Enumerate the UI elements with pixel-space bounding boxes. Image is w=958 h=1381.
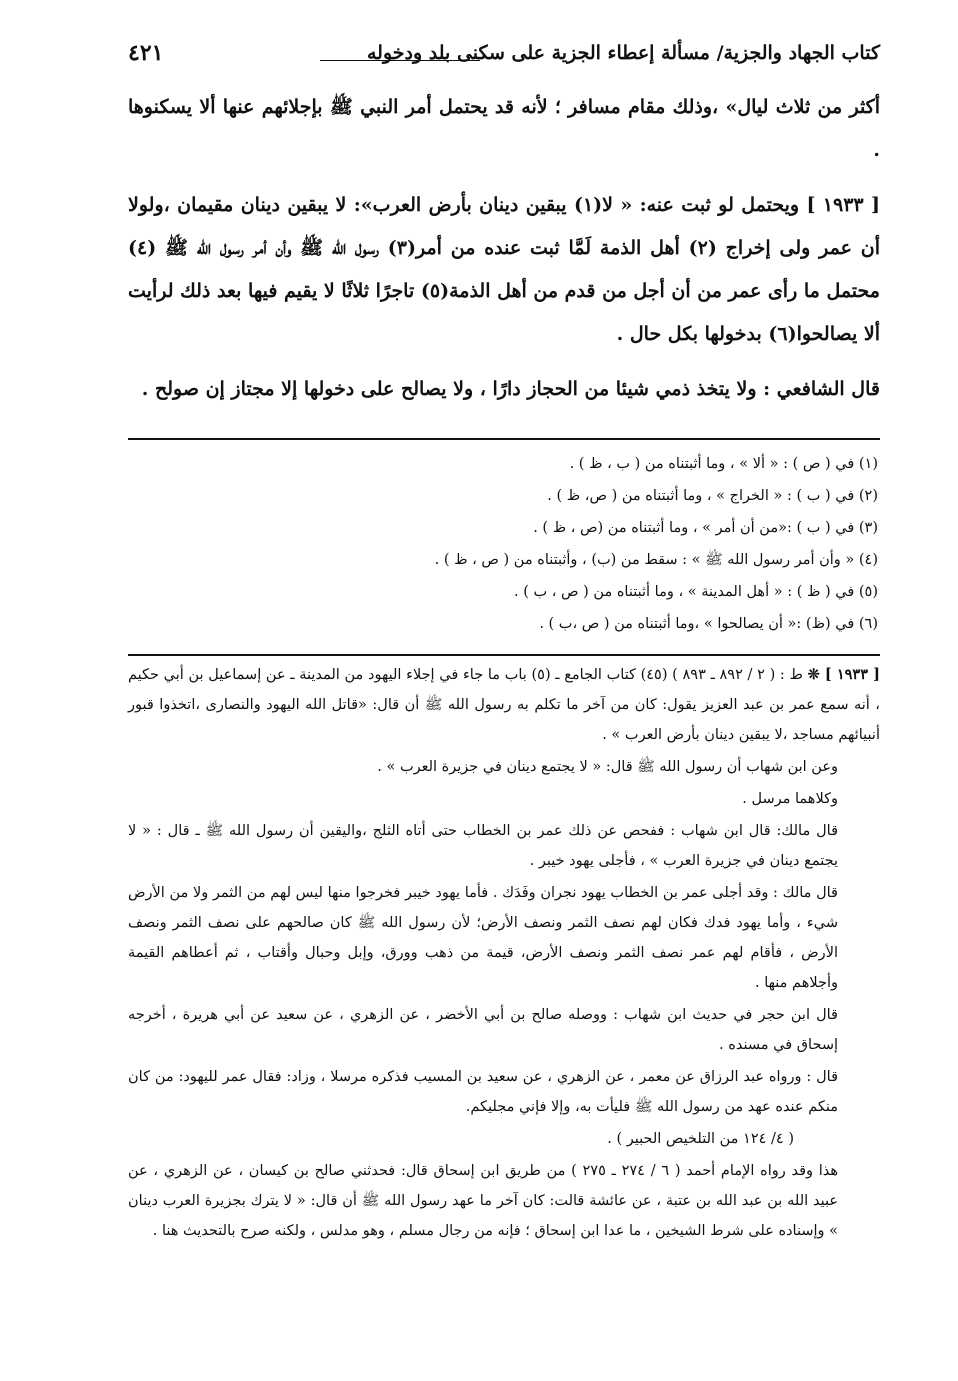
commentary-paragraph-9: هذا وقد رواه الإمام أحمد ( ٦ / ٢٧٤ ـ ٢٧٥ ) من طريق ابن إسحاق قال: فحدثني صالح بن كيسان ، عن الزهري ، عن عبيد الله بن عبد الله بن عتبة ، عن عائشة قالت: كان آخر ما عهد رسول الله ﷺ أن قال: « لا يترك بجزيرة العرب دينان » وإسناده على شرط الشيخين ، ما عدا ابن إسحاق ؛ فإنه من رجال مسلم ، وهو مدلس ، ولكنه صرح بالتحديث هنا .	[128, 1163, 839, 1239]
header-rule	[320, 60, 480, 61]
commentary-paragraph-5: قال مالك : وقد أجلى عمر بن الخطاب يهود نجران وفَدَك . فأما يهود خيبر فخرجوا منها ليس لهم من الثمر ولا من الأرض شيء ، وأما يهود فدك فكان لهم نصف الثمر ونصف الأرض؛ لأن رسول الله ﷺ كان صالحهم على نصف الثمر ونصف الأرض ، فأقام لهم عمر نصف الثمر ونصف الأرض، قيمة من ذهب وورق، وإبل وحبال وأقتاب ، ثم أعطاهم القيمة وأجلاهم منها .	[128, 885, 838, 991]
commentary-marker: [ ١٩٣٣ ] ❊	[807, 666, 880, 683]
commentary-paragraph-8: ( ٤/ ١٢٤ من التلخيص الحبير ) .	[607, 1131, 794, 1147]
commentary-rule	[128, 654, 880, 656]
main-paragraph-1933: [ ١٩٣٣ ] ويحتمل لو ثبت عنه: « لا(١) يبقين دينان بأرض العرب»: لا يبقين دينان مقيمان ،ولولا أن عمر ولى إخراج (٢) أهل الذمة لَمَّا ثبت عنده من أمر(٣) رسول الله ﷺ وأن أمر رسول الله ﷺ (٤) محتمل ما رأى عمر من أن أجل من قدم من أهل الذمة(٥) تاجرًا ثلاثًا لا يقيم فيها بعد ذلك لرأيت ألا يصالحوا(٦) بدخولها بكل حال .	[128, 194, 880, 345]
footnote-5: (٥) في ( ظ ) : « أهل المدينة » ، وما أثبتناه من ( ص ، ب ) .	[513, 584, 878, 600]
commentary	[128, 660, 880, 1248]
footnote-1: (١) في ( ص ) : « ألا » ، وما أثبتناه من ( ب ، ظ ) .	[569, 456, 878, 472]
main-text	[128, 86, 880, 411]
page-header	[128, 36, 880, 76]
page-number: ٤٢١	[128, 40, 164, 66]
commentary-paragraph-6: قال ابن حجر في حديث ابن شهاب : ووصله صالح بن أبي الأخضر ، عن الزهري ، عن سعيد عن أبي هريرة ، أخرجه إسحاق في مسنده .	[128, 1007, 838, 1053]
footnote-4: (٤) « وأن أمر رسول الله ﷺ » : سقط من (ب) ، وأثبتناه من ( ص ، ظ ) .	[434, 552, 878, 568]
footnote-3: (٣) في ( ب ) :«من أن أمر » ، وما أثبتناه من (ص ، ظ ) .	[533, 520, 878, 536]
footnote-2: (٢) في ( ب ) : « الخراج » ، وما أثبتناه من ( ص، ظ ) .	[547, 488, 878, 504]
main-paragraph-shafii: قال الشافعي : ولا يتخذ ذمي شيئا من الحجاز دارًا ، ولا يصالح على دخولها إلا مجتاز إن صولح .	[141, 378, 880, 400]
commentary-paragraph-4: قال مالك: قال ابن شهاب : ففحص عن ذلك عمر بن الخطاب حتى أتاه الثلج ،واليقين أن رسول الله ﷺ ـ قال : « لا يجتمع دينان في جزيرة العرب » ، فأجلى يهود خيبر .	[128, 823, 838, 869]
main-paragraph-1: أكثر من ثلاث ليال» ،وذلك مقام مسافر ؛ لأنه قد يحتمل أمر النبي ﷺ بإجلائهم عنها ألا يسكنوها .	[128, 96, 880, 161]
commentary-paragraph-3: وكلاهما مرسل .	[742, 791, 838, 807]
commentary-paragraph-1	[128, 660, 880, 750]
commentary-paragraph-7: قال : ورواه عبد الرزاق عن معمر ، عن الزهري ، عن سعيد بن المسيب فذكره مرسلا ، وزاد: فقال عمر لليهود: من كان منكم عنده عهد من رسول الله ﷺ فليأت به، وإلا فإني مجليكم.	[128, 1069, 838, 1115]
running-title: كتاب الجهاد والجزية/ مسألة إعطاء الجزية على سكنى بلد ودخوله	[366, 42, 880, 64]
footnote-rule	[128, 438, 880, 440]
commentary-text-1: ط : ( ٢ / ٨٩٢ ـ ٨٩٣ ) (٤٥) كتاب الجامع ـ (٥) باب ما جاء في إجلاء اليهود من المدينة ـ عن إسماعيل بن أبي حكيم ، أنه سمع عمر بن عبد العزيز يقول: كان من آخر ما تكلم به رسول الله ﷺ أن قال: «قاتل الله اليهود والنصارى ،اتخذوا قبور أنبيائهم مساجد ،لا يبقين دينان بأرض العرب » .	[128, 667, 880, 743]
commentary-paragraph-2: وعن ابن شهاب أن رسول الله ﷺ قال: « لا يجتمع دينان في جزيرة العرب » .	[377, 759, 838, 775]
footnotes	[128, 448, 878, 640]
footnote-6: (٦) في (ظ) :« أن يصالحوا » ،وما أثبتناه من ( ص ،ب ) .	[539, 616, 878, 632]
